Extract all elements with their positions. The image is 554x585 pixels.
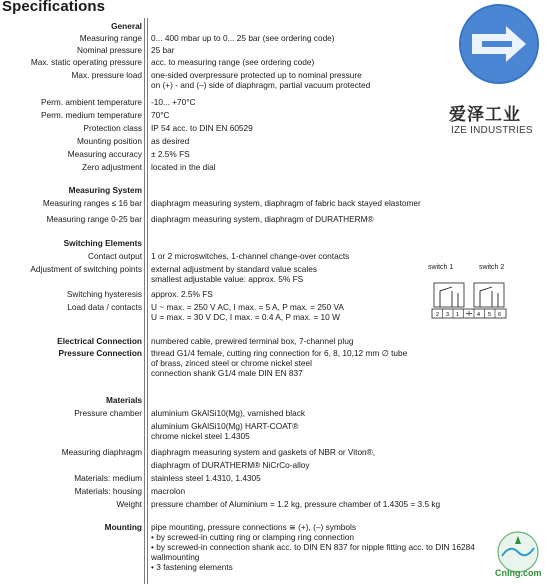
spec-row: Mounting position as desired	[76, 136, 190, 146]
brand-name-chinese: 爱泽工业	[449, 105, 521, 125]
spec-row: Measuring ranges ≤ 16 bar diaphragm measuring system, diaphragm of fabric back stayed elastomer	[42, 198, 421, 208]
spec-row: Zero adjustment located in the dial	[82, 162, 216, 172]
section-heading-materials: Materials	[106, 395, 142, 405]
spec-row-mounting: Mounting pipe mounting, pressure connections ≅ (+), (–) symbols • by screwed-in cutting ring or clamping ring connection • by screwed-in connection shank acc. to DIN EN 837 for nipple fitting acc. to DIN 16284 wallmounting • 3 fastening elements	[104, 522, 475, 572]
spec-row: Contact output 1 or 2 microswitches, 1-channel change-over contacts	[88, 251, 350, 261]
terminal-number: 1	[456, 312, 460, 318]
spec-row: Switching hysteresis approx. 2.5% FS	[66, 289, 213, 299]
spec-row: Max. pressure load one-sided overpressure protected up to nominal pressure on (+) - and (–) side of diaphragm, partial vacuum protected	[71, 70, 371, 90]
spec-row: Measuring diaphragm diaphragm measuring system and gaskets of NBR or Viton®, diaphragm of DURATHERM® NiCrCo-alloy	[61, 447, 376, 470]
spec-row: Protection class IP 54 acc. to DIN EN 60529	[83, 123, 253, 133]
terminal-number: 3	[446, 312, 450, 318]
spec-row: Weight pressure chamber of Aluminium = 1.2 kg, pressure chamber of 1.4305 = 3.5 kg	[116, 499, 441, 509]
spec-row: Max. static operating pressure acc. to measuring range (see ordering code)	[30, 57, 315, 67]
spec-row: Measuring accuracy ± 2.5% FS	[67, 149, 190, 159]
spec-row: Materials: medium stainless steel 1.4310, 1.4305	[74, 473, 261, 483]
spec-row: Perm. medium temperature 70°C	[41, 110, 170, 120]
switch-2-label: switch 2	[479, 264, 505, 271]
spec-row: Measuring range 0-25 bar diaphragm measuring system, diaphragm of DURATHERM®	[46, 214, 374, 224]
terminal-number: 2	[436, 312, 440, 318]
switch-1-label: switch 1	[428, 264, 454, 271]
spec-row: Pressure chamber aluminium GkAlSi10(Mg), varnished black aluminium GkAlSi10(Mg) HART-COAT® chrome nickel steel 1.4305	[74, 408, 306, 441]
section-heading-measuring-system: Measuring System	[68, 185, 142, 195]
spec-row: Materials: housing macrolon	[74, 486, 186, 496]
terminal-number: 5	[488, 312, 492, 318]
spec-row-electrical-connection: Electrical Connection numbered cable, prewired terminal box, 7-channel plug	[57, 336, 354, 346]
switch-wiring-diagram	[430, 275, 508, 323]
section-heading-switching-elements: Switching Elements	[63, 238, 142, 248]
spec-row: Load data / contacts U ~ max. = 250 V AC, I max. = 5 A, P max. = 250 VA U = max. = 30 V DC, I max. = 0.4 A, P max. = 10 W	[67, 302, 344, 322]
watermark-text: CnIng.com	[495, 568, 542, 578]
page-title: Specifications	[2, 0, 106, 15]
spec-row-pressure-connection: Pressure Connection thread G1/4 female, cutting ring connection for 6, 8, 10,12 mm ∅ tube of brass, zinced steel or chrome nickel steel connection shank G1/4 male DIN EN 837	[58, 348, 408, 378]
spec-row: Adjustment of switching points external adjustment by standard value scales smallest adjustable value: approx. 5% FS	[30, 264, 318, 284]
ize-logo-icon	[452, 4, 546, 84]
section-heading-general: General	[111, 21, 142, 31]
terminal-number: 4	[477, 312, 481, 318]
terminal-number: 6	[498, 312, 502, 318]
spec-row: Perm. ambient temperature -10... +70°C	[41, 97, 196, 107]
brand-name-english: IZE INDUSTRIES	[451, 125, 533, 136]
spec-row: Measuring range 0... 400 mbar up to 0... 25 bar (see ordering code)	[79, 33, 335, 43]
spec-row: Nominal pressure 25 bar	[76, 45, 175, 55]
